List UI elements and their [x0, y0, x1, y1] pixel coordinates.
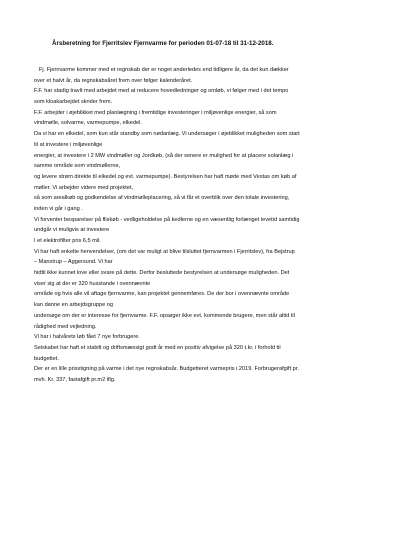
document-body [34, 65, 370, 386]
body-line: til at investere i miljøvenlige [34, 141, 103, 148]
body-line: Fj. Fjernvarme kommer med et regnskab der er noget anderledes end tidligere år, da det kun dækker [39, 67, 289, 73]
body-line: kan danne en arbejdsgruppe og [34, 302, 113, 309]
body-line: og levere strøm direkte til elkedel og evt. varmepumpe). Bestyrelsen har haft møde med Vestas om køb af [34, 173, 297, 180]
body-line: – Manstrup – Aggersund. Vi har [34, 259, 113, 266]
body-line: inden vi går i gang . [34, 205, 83, 212]
body-line: vindmølle, solvarme, varmepumpe, elkedel. [34, 120, 142, 127]
body-line: Der er en lille prisstigning på varme i det nye regnskabsår. Budgetteret varmepris i 2019. Forbrugerafgift pr. [34, 366, 299, 373]
body-line: F.F. arbejder i øjeblikket med planlægning i fremtidige investeringer i miljøvenlige energier, så som [34, 109, 277, 116]
body-line: undersøge om der er interesse for fjernvarme. F.F. opsøger ikke evt. kommende brugere, men står altid til [34, 312, 295, 319]
body-line: område og hvis alle vil aftage fjernvarme, kan projektet gennemføres. De der bor i ovennævnte område [34, 291, 290, 298]
body-line: budgettet. [34, 355, 59, 362]
body-line: Selskabet har haft et stabilt og driftsmæssigt godt år med en positiv afvigelse på 320 t.kr. i forhold til [34, 344, 281, 351]
body-line: over et halvt år, da regnskabsåret frem over følger kalenderåret. [34, 77, 193, 84]
body-line: undgår vi muligvis at investere [34, 227, 110, 234]
body-line: rådighed med vejledning. [34, 323, 97, 330]
body-line: mvh. Kr. 337, fastafgift pr.m2 iflg. [34, 376, 116, 383]
document-content [34, 40, 370, 386]
body-line: I et elektrofilter pris 6,5 mil. [34, 238, 101, 244]
body-line: møller. Vi arbejder videre med projektet, [34, 184, 134, 191]
body-line: Vi har haft enkelte henvendelser, (om det var muligt at blive tilsluttet fjernvarmen i Fjerritslev), fra Bejstrup [34, 248, 295, 255]
body-line: så som arealkøb og godkendelse af vindmølleplacering, så vi får et overblik over den totale investering, [34, 195, 290, 202]
body-line: Da vi har en elkedel, som kun står standby som nødanlæg. Vi undersøger i øjeblikket muligheden som start [34, 131, 300, 138]
body-line: samme område som vindmøllerne, [34, 163, 121, 170]
document-title: Årsberetning for Fjerritslev Fjernvarme for perioden 01-07-18 til 31-12-2018. [52, 40, 274, 47]
body-line: hidtil ikke kunnet love eller svare på dette. Derfor besluttede bestyrelsen at undersøge muligheden. Det [34, 270, 290, 277]
body-line: Vi har i halvårets løb fået 7 nye forbrugere. [34, 334, 140, 341]
body-line: viser sig at der er 320 husstande i ovennævnte [34, 280, 151, 287]
body-line: F.F. har stadig travlt med arbejdet med at reducere hovedledninger og omløb, vi følger med i det tempo [34, 88, 289, 95]
body-line: som kloakarbejdet skrider frem. [34, 99, 113, 106]
body-line: Vi forventer besparelser på fliskøb - vedligeholdelse på kedlerne og en væsentlig forlænget levetid samtidig [34, 216, 300, 223]
body-line: energier, at investere i 2 MW vindmøller og Jordkøb, (så der senere er mulighed for at placere solanlæg i [34, 152, 294, 159]
